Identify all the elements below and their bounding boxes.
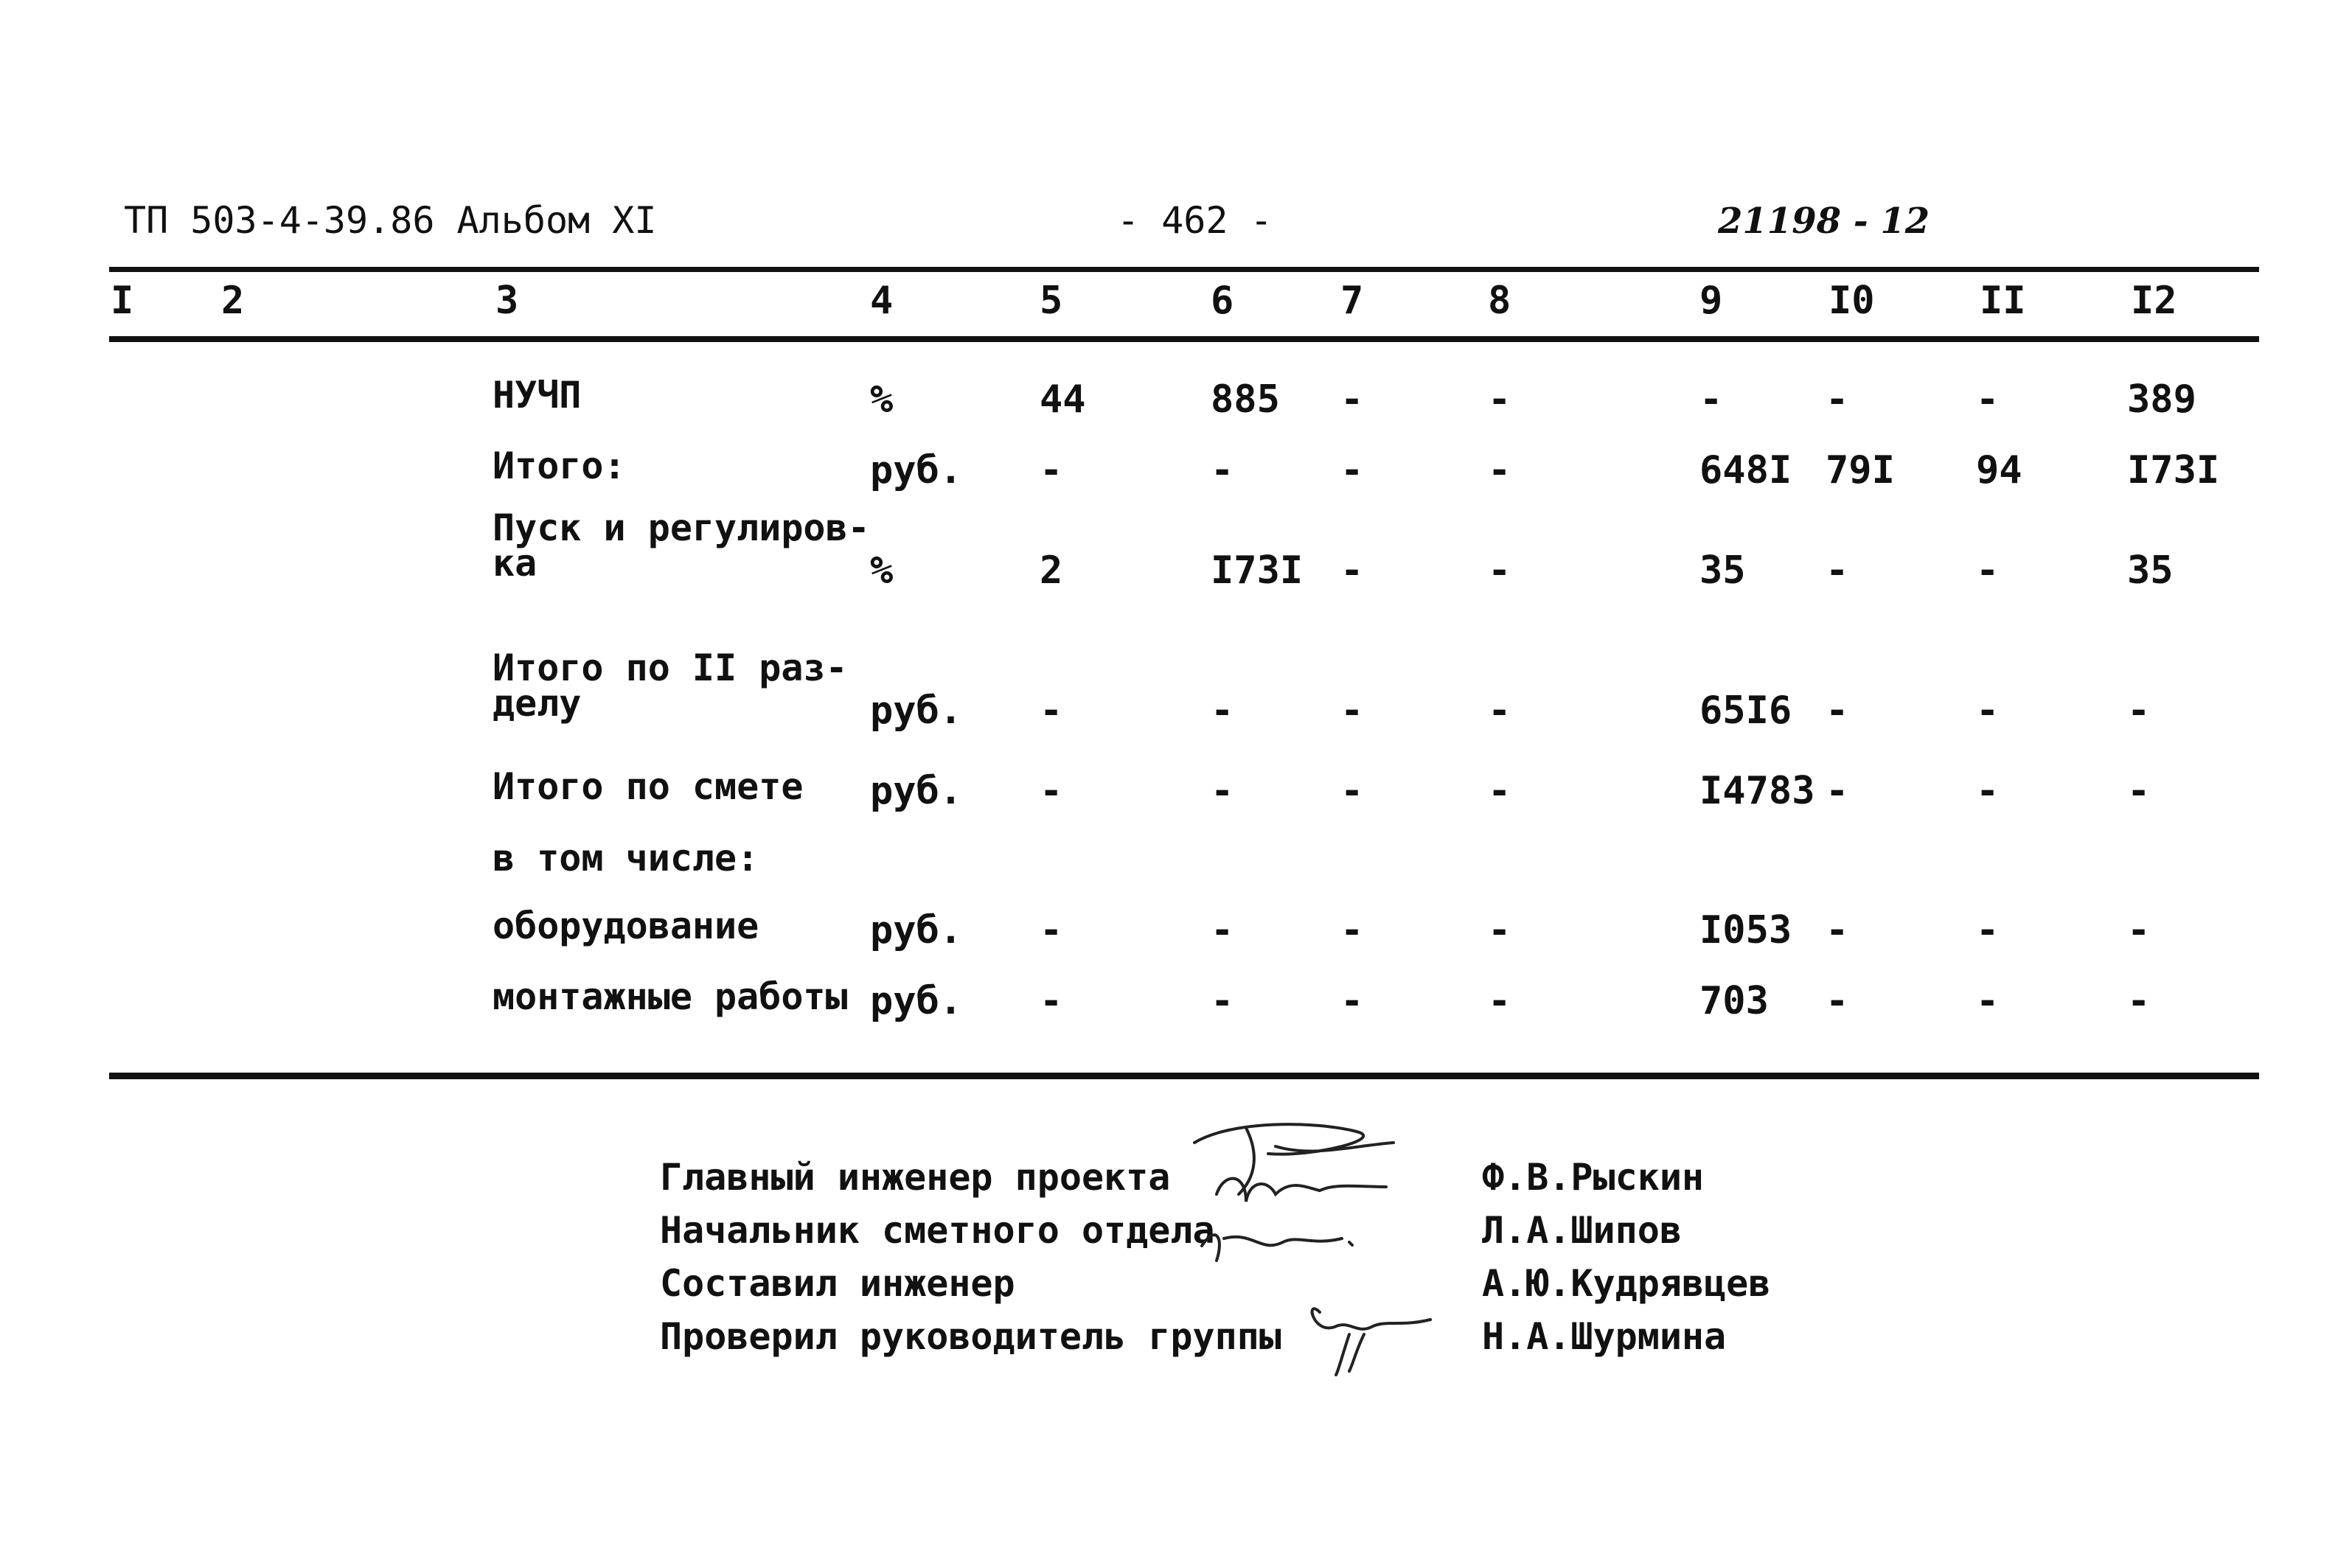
value-cell-12: 389	[2127, 377, 2196, 422]
column-header-9: 9	[1699, 279, 1723, 323]
value-cell-10: -	[1826, 979, 1849, 1023]
value-cell-5: 44	[1040, 377, 1086, 422]
column-header-1: I	[111, 279, 134, 323]
value-cell-12: -	[2127, 689, 2151, 733]
column-header-10: I0	[1829, 279, 1875, 323]
value-cell-9: 703	[1699, 979, 1769, 1023]
value-cell-8: -	[1488, 377, 1511, 422]
value-cell-12: -	[2127, 979, 2151, 1023]
value-cell-9: -	[1699, 377, 1723, 422]
value-cell-6: 885	[1211, 377, 1280, 422]
value-cell-5: -	[1040, 689, 1063, 733]
archive-number: 21198 - 12	[1718, 201, 1930, 242]
signature-name: А.Ю.Кудрявцев	[1482, 1262, 1771, 1305]
table-row	[0, 506, 2352, 606]
column-header-11: II	[1980, 279, 2026, 323]
value-cell-9: I4783	[1699, 769, 1815, 813]
value-cell-7: -	[1340, 548, 1364, 593]
value-cell-5: -	[1040, 908, 1063, 952]
value-cell-11: -	[1976, 689, 2000, 733]
row-label: оборудование	[493, 905, 759, 947]
value-cell-7: -	[1340, 908, 1364, 952]
signature-role: Главный инженер проекта	[660, 1156, 1171, 1199]
unit-cell: %	[870, 548, 894, 593]
value-cell-9: 648I	[1699, 448, 1792, 492]
signature-name: Ф.В.Рыскин	[1482, 1156, 1705, 1199]
page-number: - 462 -	[1117, 199, 1273, 242]
value-cell-10: -	[1826, 548, 1849, 593]
signature-role: Составил инженер	[660, 1262, 1015, 1305]
value-cell-11: -	[1976, 548, 2000, 593]
column-header-12: I2	[2131, 279, 2177, 323]
unit-cell: руб.	[870, 908, 963, 952]
value-cell-11: -	[1976, 979, 2000, 1023]
value-cell-6: -	[1211, 769, 1234, 813]
value-cell-10: -	[1826, 769, 1849, 813]
value-cell-5: -	[1040, 979, 1063, 1023]
value-cell-8: -	[1488, 908, 1511, 952]
value-cell-7: -	[1340, 377, 1364, 422]
column-header-5: 5	[1040, 279, 1063, 323]
value-cell-12: -	[2127, 908, 2151, 952]
unit-cell: руб.	[870, 689, 963, 733]
row-label: монтажные работы	[493, 975, 848, 1018]
column-header-6: 6	[1211, 279, 1234, 323]
row-label: НУЧП	[493, 374, 582, 417]
table-row	[0, 445, 2352, 522]
value-cell-11: -	[1976, 769, 2000, 813]
column-header-2: 2	[221, 279, 245, 323]
table-row	[0, 374, 2352, 451]
value-cell-7: -	[1340, 769, 1364, 813]
table-row	[0, 975, 2352, 1053]
value-cell-11: -	[1976, 908, 2000, 952]
value-cell-10: 79I	[1826, 448, 1895, 492]
unit-cell: руб.	[870, 448, 963, 492]
value-cell-12: 35	[2127, 548, 2174, 593]
value-cell-9: 65I6	[1699, 689, 1792, 733]
value-cell-6: -	[1211, 448, 1234, 492]
row-label: Итого:	[493, 445, 626, 487]
column-header-3: 3	[495, 279, 519, 323]
value-cell-8: -	[1488, 979, 1511, 1023]
value-cell-12: -	[2127, 769, 2151, 813]
signature-role: Начальник сметного отдела	[660, 1209, 1215, 1252]
value-cell-8: -	[1488, 689, 1511, 733]
value-cell-11: 94	[1976, 448, 2022, 492]
value-cell-9: I053	[1699, 908, 1792, 952]
value-cell-7: -	[1340, 979, 1364, 1023]
value-cell-11: -	[1976, 377, 2000, 422]
table-header-rule	[109, 336, 2259, 342]
value-cell-9: 35	[1699, 548, 1746, 593]
value-cell-6: -	[1211, 908, 1234, 952]
column-header-7: 7	[1340, 279, 1364, 323]
value-cell-8: -	[1488, 769, 1511, 813]
value-cell-5: 2	[1040, 548, 1063, 593]
unit-cell: руб.	[870, 769, 963, 813]
value-cell-7: -	[1340, 689, 1364, 733]
row-label: в том числе:	[493, 837, 759, 879]
row-label: Пуск и регулиров- ка	[493, 506, 870, 585]
column-header-8: 8	[1488, 279, 1511, 323]
value-cell-8: -	[1488, 548, 1511, 593]
value-cell-6: -	[1211, 979, 1234, 1023]
signature-role: Проверил руководитель группы	[660, 1315, 1281, 1358]
value-cell-10: -	[1826, 377, 1849, 422]
value-cell-6: -	[1211, 689, 1234, 733]
table-row	[0, 765, 2352, 843]
table-row	[0, 837, 2352, 914]
table-top-rule	[109, 267, 2259, 272]
signature-name: Н.А.Шурмина	[1482, 1315, 1727, 1358]
row-label: Итого по смете	[493, 765, 804, 808]
column-header-4: 4	[870, 279, 894, 323]
value-cell-12: I73I	[2127, 448, 2220, 492]
row-label: Итого по II раз- делу	[493, 647, 848, 725]
unit-cell: руб.	[870, 979, 963, 1023]
value-cell-6: I73I	[1211, 548, 1304, 593]
table-row	[0, 905, 2352, 982]
handwritten-signatures	[1165, 1113, 1489, 1379]
value-cell-8: -	[1488, 448, 1511, 492]
table-bottom-rule	[109, 1073, 2259, 1079]
table-row	[0, 647, 2352, 746]
value-cell-10: -	[1826, 908, 1849, 952]
value-cell-7: -	[1340, 448, 1364, 492]
signature-name: Л.А.Шипов	[1482, 1209, 1682, 1252]
value-cell-5: -	[1040, 769, 1063, 813]
unit-cell: %	[870, 377, 894, 422]
value-cell-5: -	[1040, 448, 1063, 492]
document-code: ТП 503-4-39.86 Альбом XI	[124, 199, 657, 242]
value-cell-10: -	[1826, 689, 1849, 733]
